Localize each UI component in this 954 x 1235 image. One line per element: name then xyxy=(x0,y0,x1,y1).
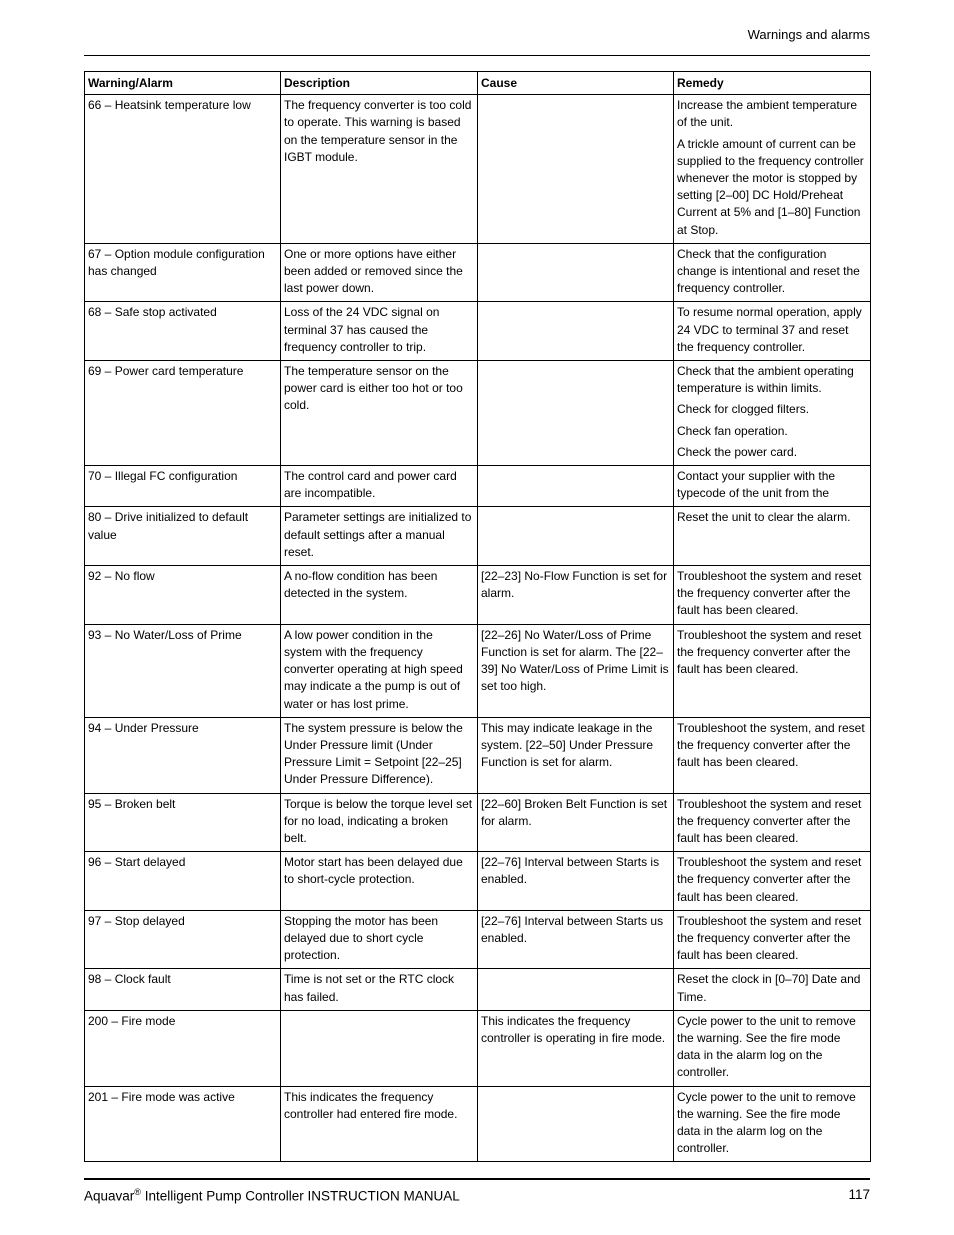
page-number: 117 xyxy=(848,1187,870,1202)
table-body xyxy=(85,95,871,1162)
remedy-paragraph: Cycle power to the unit to remove the warning. See the fire mode data in the alarm log on the controller. xyxy=(677,1089,856,1156)
cell-remedy xyxy=(674,717,871,793)
table-row xyxy=(85,361,871,466)
cell-cause xyxy=(478,969,674,1010)
remedy-paragraph: Troubleshoot the system, and reset the frequency converter after the fault has been cleared. xyxy=(677,720,865,770)
table-row xyxy=(85,95,871,244)
cell-warning-alarm: 93 – No Water/Loss of Prime xyxy=(85,624,281,717)
remedy-paragraph: Cycle power to the unit to remove the warning. See the fire mode data in the alarm log on the controller. xyxy=(677,1013,856,1080)
cell-warning-alarm: 67 – Option module configuration has changed xyxy=(85,243,281,302)
remedy-paragraph: Troubleshoot the system and reset the frequency converter after the fault has been cleared. xyxy=(677,569,862,618)
cell-warning-alarm: 68 – Safe stop activated xyxy=(85,302,281,361)
remedy-paragraph: Troubleshoot the system and reset the frequency converter after the fault has been cleared. xyxy=(677,627,862,677)
cell-warning-alarm: 70 – Illegal FC configuration xyxy=(85,466,281,507)
cell-description: This indicates the frequency controller had entered fire mode. xyxy=(281,1086,478,1162)
cell-description: A low power condition in the system with the frequency converter operating at high speed may indicate a the pump is out of water or has lost prime. xyxy=(281,624,478,717)
table-row xyxy=(85,1086,871,1162)
table-row xyxy=(85,507,871,566)
cell-cause xyxy=(478,95,674,244)
cell-description: One or more options have either been added or removed since the last power down. xyxy=(281,243,478,302)
cell-warning-alarm: 66 – Heatsink temperature low xyxy=(85,95,281,244)
remedy-paragraph: Troubleshoot the system and reset the frequency converter after the fault has been cleared. xyxy=(677,796,862,845)
cell-remedy xyxy=(674,507,871,566)
cell-warning-alarm: 92 – No flow xyxy=(85,566,281,625)
running-head: Warnings and alarms xyxy=(747,27,870,42)
table-row xyxy=(85,302,871,361)
cell-remedy xyxy=(674,1086,871,1162)
remedy-paragraph: A trickle amount of current can be supplied to the frequency controller whenever the motor is stopped by setting [2–00] DC Hold/Preheat Current at 5% and [1–80] Function at Stop. xyxy=(677,136,864,237)
cell-warning-alarm: 98 – Clock fault xyxy=(85,969,281,1010)
cell-remedy xyxy=(674,243,871,302)
cell-warning-alarm: 97 – Stop delayed xyxy=(85,910,281,969)
table-row xyxy=(85,566,871,625)
cell-cause xyxy=(478,1086,674,1162)
footer-title xyxy=(84,1187,460,1204)
cell-description xyxy=(281,1010,478,1086)
cell-remedy xyxy=(674,1010,871,1086)
cell-warning-alarm: 69 – Power card temperature xyxy=(85,361,281,466)
cell-description: Torque is below the torque level set for no load, indicating a broken belt. xyxy=(281,793,478,852)
table-row xyxy=(85,969,871,1010)
cell-remedy xyxy=(674,361,871,466)
cell-cause: [22–76] Interval between Starts us enabled. xyxy=(478,910,674,969)
table-row xyxy=(85,852,871,911)
cell-warning-alarm: 201 – Fire mode was active xyxy=(85,1086,281,1162)
cell-remedy xyxy=(674,852,871,911)
cell-description: Time is not set or the RTC clock has failed. xyxy=(281,969,478,1010)
remedy-paragraph: Contact your supplier with the typecode of the unit from the xyxy=(677,469,836,501)
remedy-paragraph: Check for clogged filters. xyxy=(677,402,810,417)
cell-remedy xyxy=(674,302,871,361)
column-header-cause: Cause xyxy=(478,72,674,95)
footer-rule xyxy=(84,1178,870,1180)
cell-description: Stopping the motor has been delayed due to short cycle protection. xyxy=(281,910,478,969)
cell-description: The system pressure is below the Under Pressure limit (Under Pressure Limit = Setpoint [22–25] Under Pressure Difference). xyxy=(281,717,478,793)
cell-cause: [22–26] No Water/Loss of Prime Function is set for alarm. The [22–39] No Water/Loss of Prime Limit is set too high. xyxy=(478,624,674,717)
table-row xyxy=(85,717,871,793)
cell-remedy xyxy=(674,95,871,244)
header-rule xyxy=(84,55,870,56)
registered-mark: ® xyxy=(134,1187,141,1197)
cell-remedy xyxy=(674,793,871,852)
table-row xyxy=(85,910,871,969)
cell-description: Motor start has been delayed due to short-cycle protection. xyxy=(281,852,478,911)
cell-warning-alarm: 96 – Start delayed xyxy=(85,852,281,911)
cell-remedy xyxy=(674,969,871,1010)
cell-remedy xyxy=(674,910,871,969)
remedy-paragraph: Check that the configuration change is intentional and reset the frequency controller. xyxy=(677,246,860,296)
remedy-paragraph: Check the power card. xyxy=(677,444,798,459)
cell-warning-alarm: 80 – Drive initialized to default value xyxy=(85,507,281,566)
cell-cause xyxy=(478,243,674,302)
footer-brand: Aquavar xyxy=(84,1188,135,1204)
cell-remedy xyxy=(674,624,871,717)
cell-cause xyxy=(478,507,674,566)
cell-description: Parameter settings are initialized to default settings after a manual reset. xyxy=(281,507,478,566)
cell-cause xyxy=(478,361,674,466)
column-header-description: Description xyxy=(281,72,478,95)
cell-description: The temperature sensor on the power card is either too hot or too cold. xyxy=(281,361,478,466)
remedy-paragraph: Check fan operation. xyxy=(677,423,788,438)
cell-description: The control card and power card are incompatible. xyxy=(281,466,478,507)
cell-cause: [22–23] No-Flow Function is set for alarm. xyxy=(478,566,674,625)
cell-cause xyxy=(478,466,674,507)
remedy-paragraph: To resume normal operation, apply 24 VDC to terminal 37 and reset the frequency controller. xyxy=(677,305,862,354)
table-header-row xyxy=(85,72,871,95)
table-row xyxy=(85,466,871,507)
warnings-alarms-table xyxy=(84,71,871,1162)
column-header-warning-alarm: Warning/Alarm xyxy=(85,72,281,95)
table-row xyxy=(85,624,871,717)
cell-description: A no-flow condition has been detected in the system. xyxy=(281,566,478,625)
remedy-paragraph: Reset the unit to clear the alarm. xyxy=(677,510,851,525)
footer-manual-title: Intelligent Pump Controller INSTRUCTION MANUAL xyxy=(140,1188,460,1204)
cell-warning-alarm: 95 – Broken belt xyxy=(85,793,281,852)
cell-warning-alarm: 200 – Fire mode xyxy=(85,1010,281,1086)
table-row xyxy=(85,793,871,852)
cell-description: Loss of the 24 VDC signal on terminal 37 has caused the frequency controller to trip. xyxy=(281,302,478,361)
remedy-paragraph: Reset the clock in [0–70] Date and Time. xyxy=(677,972,861,1004)
cell-remedy xyxy=(674,466,871,507)
remedy-paragraph: Troubleshoot the system and reset the frequency converter after the fault has been cleared. xyxy=(677,913,862,963)
table-row xyxy=(85,1010,871,1086)
cell-cause: [22–60] Broken Belt Function is set for alarm. xyxy=(478,793,674,852)
cell-cause: This may indicate leakage in the system. [22–50] Under Pressure Function is set for alarm. xyxy=(478,717,674,793)
cell-cause: This indicates the frequency controller is operating in fire mode. xyxy=(478,1010,674,1086)
cell-cause xyxy=(478,302,674,361)
table-row xyxy=(85,243,871,302)
cell-cause: [22–76] Interval between Starts is enabled. xyxy=(478,852,674,911)
remedy-paragraph: Check that the ambient operating temperature is within limits. xyxy=(677,364,854,396)
column-header-remedy: Remedy xyxy=(674,72,871,95)
cell-description: The frequency converter is too cold to operate. This warning is based on the temperature sensor in the IGBT module. xyxy=(281,95,478,244)
remedy-paragraph: Increase the ambient temperature of the unit. xyxy=(677,98,858,130)
cell-warning-alarm: 94 – Under Pressure xyxy=(85,717,281,793)
cell-remedy xyxy=(674,566,871,625)
remedy-paragraph: Troubleshoot the system and reset the frequency converter after the fault has been cleared. xyxy=(677,855,862,904)
